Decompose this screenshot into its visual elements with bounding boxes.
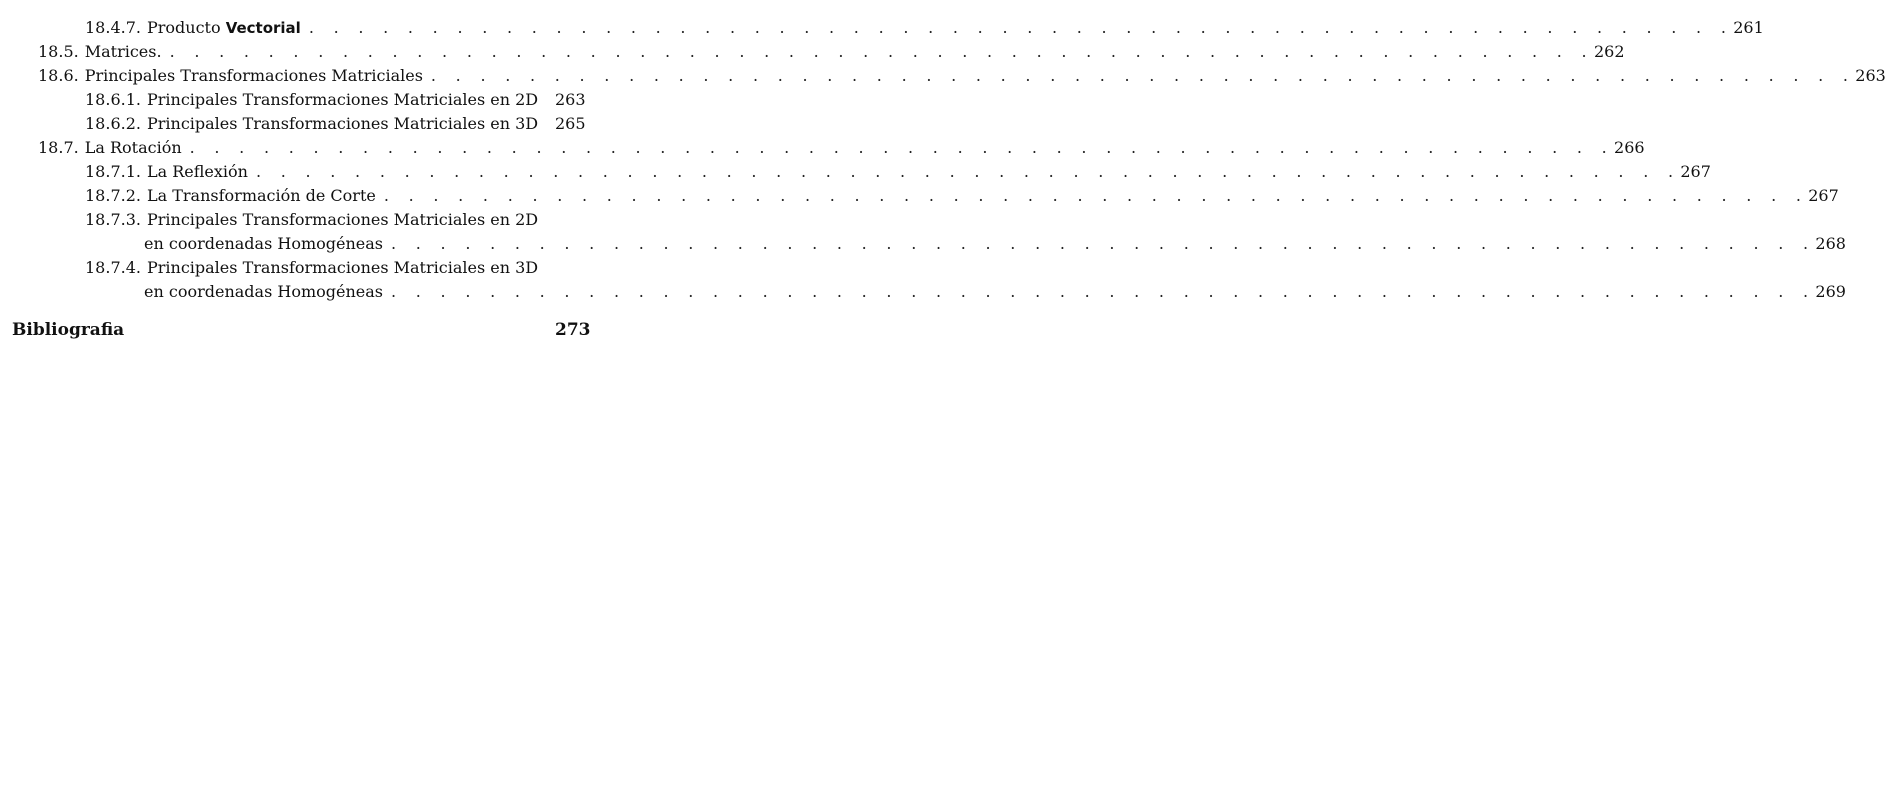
entry-page-number: 273 — [555, 320, 591, 340]
toc-entry-18-7-3-continuation — [144, 232, 1846, 256]
dot-leaders: . . . . . . . . . . . . . . . . . . . . . . . . . . . . . . . . . . . . . . . . . . . . . . . . . . . . . . . . . . — [391, 234, 1816, 253]
entry-title: Principales Transformaciones Matriciales en 3D — [146, 258, 539, 277]
entry-page-number: 262 — [1593, 42, 1625, 61]
entry-page-number: 266 — [1614, 138, 1645, 157]
entry-number: 18.6.1. — [85, 90, 141, 109]
toc-entry-bibliografia[interactable] — [12, 318, 591, 342]
dot-leaders: . . . . . . . . . . . . . . . . . . . . . . . . . . . . . . . . . . . . . . . . . . . . . . . . . . . . . . . . . . — [383, 186, 1809, 205]
entry-title: La Transformación de Corte — [146, 186, 376, 205]
entry-number: 18.4.7. — [85, 18, 141, 37]
dot-leaders: . . . . . . . . . . . . . . . . . . . . . . . . . . . . . . . . . . . . . . . . . . . . . . . . . . . . . . . . . . — [255, 162, 1681, 181]
entry-page-number: 263 — [555, 90, 586, 109]
entry-number: 18.7.1. — [85, 162, 141, 181]
toc-entry-18-7-2[interactable] — [85, 184, 1839, 208]
entry-page-number: 267 — [1680, 162, 1711, 181]
entry-page-number: 267 — [1808, 186, 1839, 205]
toc-entry-18-6-1[interactable] — [85, 88, 585, 112]
entry-number: 18.6. — [38, 66, 79, 85]
entry-number: 18.7.4. — [85, 258, 141, 277]
entry-title: Bibliografia — [12, 320, 125, 340]
toc-entry-18-7[interactable] — [38, 136, 1645, 160]
entry-title-bold: Vectorial — [225, 19, 301, 37]
dot-leaders: . . . . . . . . . . . . . . . . . . . . . . . . . . . . . . . . . . . . . . . . . . . . . . . . . . . . . . . . . . — [189, 138, 1615, 157]
entry-number: 18.6.2. — [85, 114, 141, 133]
entry-page-number: 269 — [1815, 282, 1846, 301]
toc-entry-18-6[interactable] — [38, 64, 1886, 88]
entry-title: Principales Transformaciones Matriciales en 2D — [146, 90, 539, 109]
toc-entry-18-7-4-continuation — [144, 280, 1846, 304]
toc-entry-18-6-2[interactable] — [85, 112, 585, 136]
entry-title: Principales Transformaciones Matriciales en 3D — [146, 114, 539, 133]
entry-title-continuation: en coordenadas Homogéneas — [144, 282, 383, 301]
toc-entry-18-4-7[interactable] — [85, 16, 1764, 40]
entry-page-number: 268 — [1815, 234, 1846, 253]
entry-number: 18.7.3. — [85, 210, 141, 229]
entry-number: 18.7. — [38, 138, 79, 157]
entry-title: Principales Transformaciones Matriciales en 2D — [146, 210, 539, 229]
toc-entry-18-7-1[interactable] — [85, 160, 1711, 184]
entry-title: Matrices. — [84, 42, 162, 61]
entry-title: La Rotación — [84, 138, 182, 157]
toc-entry-18-7-3[interactable] — [85, 208, 585, 232]
dot-leaders: . . . . . . . . . . . . . . . . . . . . . . . . . . . . . . . . . . . . . . . . . . . . . . . . . . . . . . . . . . — [391, 282, 1816, 301]
dot-leaders: . . . . . . . . . . . . . . . . . . . . . . . . . . . . . . . . . . . . . . . . . . . . . . . . . . . . . . . . . . — [169, 42, 1594, 61]
entry-title: Producto Vectorial — [146, 18, 301, 37]
entry-page-number: 265 — [555, 114, 586, 133]
dot-leaders: . . . . . . . . . . . . . . . . . . . . . . . . . . . . . . . . . . . . . . . . . . . . . . . . . . . . . . . . . . — [308, 18, 1734, 37]
entry-title: La Reflexión — [146, 162, 248, 181]
toc-entry-18-7-4[interactable] — [85, 256, 585, 280]
entry-page-number: 261 — [1733, 18, 1764, 37]
dot-leaders: . . . . . . . . . . . . . . . . . . . . . . . . . . . . . . . . . . . . . . . . . . . . . . . . . . . . . . . . . . — [430, 66, 1856, 85]
entry-number: 18.5. — [38, 42, 79, 61]
entry-title: Principales Transformaciones Matriciales — [84, 66, 423, 85]
entry-page-number: 263 — [1855, 66, 1886, 85]
toc-entry-18-5[interactable] — [38, 40, 1625, 64]
entry-title-continuation: en coordenadas Homogéneas — [144, 234, 383, 253]
entry-number: 18.7.2. — [85, 186, 141, 205]
